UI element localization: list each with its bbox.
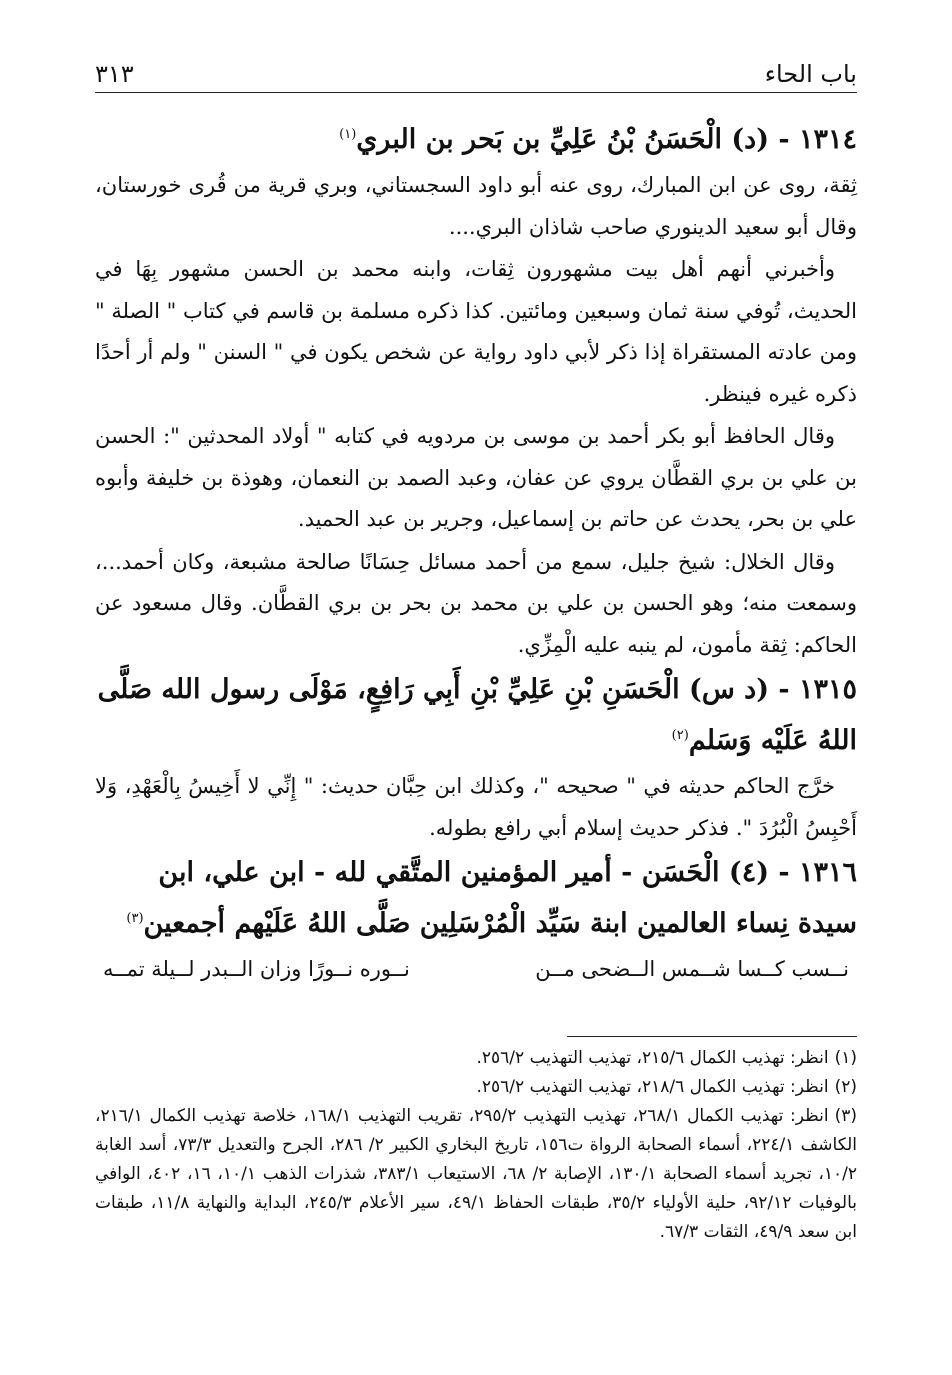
footnote	[95, 1102, 857, 1247]
paragraph: وقال الخلال: شيخ جليل، سمع من أحمد مسائل حِسَانًا صالحة مشبعة، وكان أحمد...، وسمعت منه؛ وهو الحسن بن علي بن محمد بن بحر بن بري القطَّان. وقال مسعود عن الحاكم: ثِقة مأمون، لم ينبه عليه الْمِزِّي.	[95, 549, 857, 657]
footnote-ref: (٢)	[671, 728, 689, 743]
paragraph: وأخبرني أنهم أهل بيت مشهورون ثِقات، وابنه محمد بن الحسن مشهور بِهَا في الحديث، تُوفي سنة ثمان وسبعين ومائتين. كذا ذكره مسلمة بن قاسم في كتاب " الصلة " ومن عادته المستقراة إذا ذكر لأبي داود رواية عن شخص يكون في " السنن " ولم أر أحدًا ذكره غيره فينظر.	[95, 257, 857, 406]
page-body	[95, 112, 857, 989]
entry-1315	[95, 667, 857, 849]
entry-1316	[95, 850, 857, 989]
entry-heading-text: ١٣١٤ - (د) الْحَسَنُ بْنُ عَلِيِّ بن بَحر بن البري	[356, 124, 857, 155]
poem-hemistich-left: نــوره نــورًا وزان الــبدر لــيلة تمــه	[103, 957, 410, 981]
poem-verse	[95, 949, 857, 989]
footnote-text: انظر: تهذيب الكمال ٢١٥/٦، تهذيب التهذيب ٢٥٦/٢.	[476, 1048, 829, 1068]
footnote-number: (٣)	[834, 1106, 857, 1126]
entry-heading-text: ١٣١٦ - (٤) الْحَسَن - أمير المؤمنين المتَّقي لله - ابن علي، ابن سيدة نِساء العالمين ابنة سَيِّد الْمُرْسَلِين صَلَّى اللهُ عَلَيْهم أجمعين	[143, 857, 857, 939]
footnotes	[95, 1044, 857, 1247]
chapter-title: باب الحاء	[764, 60, 857, 88]
entry-heading	[95, 112, 857, 163]
paragraph: خرَّج الحاكم حديثه في " صحيحه "، وكذلك ابن حِبَّان حديث: " إِنِّي لا أَخِيسُ بِالْعَهْدِ، وَلا أَحْبِسُ الْبُرُدَ ". فذكر حديث إسلام أبي رافع بطوله.	[95, 774, 857, 840]
page-number: ٣١٣	[95, 60, 134, 88]
footnote-divider	[567, 1036, 857, 1037]
paragraph: ثِقة، روى عن ابن المبارك، روى عنه أبو داود السجستاني، وبري قرية من قُرى خورستان، وقال أبو سعيد الدينوري صاحب شاذان البري....	[95, 173, 857, 239]
entry-heading-text: ١٣١٥ - (د س) الْحَسَنِ بْنِ عَلِيِّ بْنِ أَبِي رَافِعٍ، مَوْلَى رسول الله صَلَّى اللهُ عَلَيْه وَسَلم	[97, 674, 857, 756]
page-header	[95, 58, 857, 93]
poem-hemistich-right: نــسب كــسا شــمس الــضحى مــن	[535, 957, 849, 981]
footnote-number: (٢)	[834, 1077, 857, 1097]
footnote-text: انظر: تهذيب الكمال ٢٦٨/١، تهذيب التهذيب ٢٩٥/٢، تقريب التهذيب ١٦٨/١، خلاصة تهذيب الكمال ٢١٦/١، الكاشف ٢٢٤/١، أسماء الصحابة الرواة ت١٥٦، تاريخ البخاري الكبير ٢/ ٢٨٦، الجرح والتعديل ٧٣/٣، أسد الغابة ١٠/٢، تجريد أسماء الصحابة ١٣٠/١، الإصابة ٢/ ٦٨، الاستيعاب ٣٨٣/١، شذرات الذهب ١٠/١، ١٦، ٤٠٢، الوافي بالوفيات ٩٢/١٢، حلية الأولياء ٣٥/٢، طبقات الحفاظ ٤٩/١، سير الأعلام ٢٤٥/٣، البداية والنهاية ١١/٨، طبقات ابن سعد ٤٩/٩، الثقات ٦٧/٣.	[95, 1106, 858, 1242]
footnote-ref: (١)	[339, 127, 357, 142]
footnote	[95, 1044, 857, 1073]
paragraph: وقال الحافظ أبو بكر أحمد بن موسى بن مردويه في كتابه " أولاد المحدثين ": الحسن بن علي بن بري القطَّان يروي عن عفان، وعبد الصمد بن النعمان، وهوذة بن خليفة وأبوه علي بن بحر، يحدث عن حاتم بن إسماعيل، وجرير بن عبد الحميد.	[95, 424, 857, 531]
footnote	[95, 1073, 857, 1102]
footnote-ref: (٣)	[126, 911, 144, 926]
entry-1314	[95, 112, 857, 666]
footnote-number: (١)	[834, 1048, 857, 1068]
footnote-text: انظر: تهذيب الكمال ٢١٨/٦، تهذيب التهذيب ٢٥٦/٢.	[476, 1077, 829, 1097]
entry-heading	[95, 667, 857, 764]
entry-heading	[95, 850, 857, 947]
